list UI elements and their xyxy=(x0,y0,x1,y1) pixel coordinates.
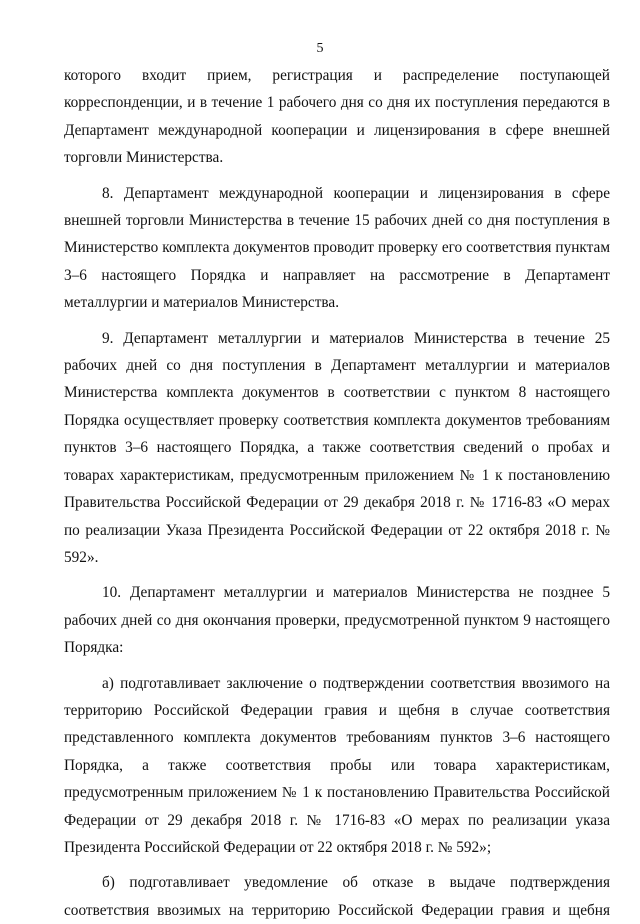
paragraph-9: 9. Департамент металлургии и материалов Министерства в течение 25 рабочих дней со дня поступления в Департамент металлургии и материалов Министерства комплекта документов в соответствии с пунктом 8 настоящего Порядка осуществляет проверку соответствия комплекта документов требованиям пунктов 3–6 настоящего Порядка, а также соответствия сведений о пробах и товарах характеристикам, предусмотренным приложением № 1 к постановлению Правительства Российской Федерации от 29 декабря 2018 г. № 1716-83 «О мерах по реализации Указа Президента Российской Федерации от 22 октября 2018 г. № 592». xyxy=(64,329,610,566)
page-number: 5 xyxy=(316,41,324,56)
paragraph-10b: б) подготавливает уведомление об отказе в выдаче подтверждения соответствия ввозимых на территорию Российской Федерации гравия и щебня xyxy=(64,874,610,919)
paragraph-continuation: которого входит прием, регистрация и распределение поступающей корреспонденции, и в течение 1 рабочего дня со дня их поступления передаются в Департамент международной кооперации и лицензирования в сфере внешней торговли Министерства. xyxy=(64,67,610,167)
document-body xyxy=(64,62,610,924)
paragraph-10a: а) подготавливает заключение о подтверждении соответствия ввозимого на территорию Российской Федерации гравия и щебня в случае соответствия представленного комплекта документов требованиям пунктов 3–6 настоящего Порядка, а также соответствия пробы или товара характеристикам, предусмотренным приложением № 1 к постановлению Правительства Российской Федерации от 29 декабря 2018 г. № 1716-83 «О мерах по реализации указа Президента Российской Федерации от 22 октября 2018 г. № 592»; xyxy=(64,674,610,856)
paragraph-8: 8. Департамент международной кооперации и лицензирования в сфере внешней торговли Министерства в течение 15 рабочих дней со дня поступления в Министерство комплекта документов проводит проверку его соответствия пунктам 3–6 настоящего Порядка и направляет на рассмотрение в Департамент металлургии и материалов Министерства. xyxy=(64,184,610,312)
paragraph-10: 10. Департамент металлургии и материалов Министерства не позднее 5 рабочих дней со дня окончания проверки, предусмотренной пунктом 9 настоящего Порядка: xyxy=(64,584,610,657)
